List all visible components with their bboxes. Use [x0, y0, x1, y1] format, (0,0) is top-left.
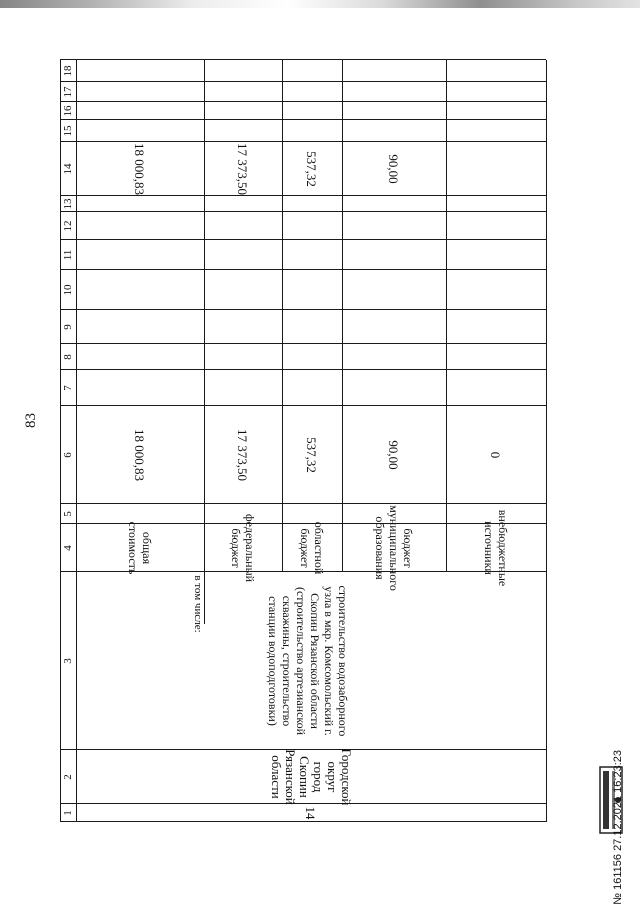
municipality-name: Городской округ город Скопин Рязанской области [269, 748, 354, 806]
row-number: 14 [303, 806, 319, 820]
col-num-16: 16 [61, 105, 74, 117]
funding-label-federal: федеральный бюджет [229, 513, 257, 583]
col6-municipal: 90,00 [386, 440, 402, 470]
page-number: 83 [23, 413, 39, 428]
col-num-6: 6 [61, 452, 74, 458]
stamp-text: № 161156 27.12.2021 16:23:23 [612, 750, 624, 905]
col6-federal: 17 373,50 [235, 429, 251, 481]
col-num-5: 5 [61, 511, 74, 517]
col-num-2: 2 [61, 774, 74, 780]
col-num-15: 15 [61, 125, 74, 137]
col-num-7: 7 [61, 385, 74, 391]
col-num-4: 4 [61, 545, 74, 551]
col-num-11: 11 [61, 249, 74, 261]
col-num-3: 3 [61, 658, 74, 664]
col14-total: 18 000,83 [132, 143, 148, 195]
col-num-8: 8 [61, 354, 74, 360]
col14-municipal: 90,00 [386, 154, 402, 184]
col14-federal: 17 373,50 [235, 143, 251, 195]
funding-label-nonbudget: внебюджетные источники [482, 509, 510, 587]
col14-regional: 537,32 [304, 151, 320, 187]
col-num-9: 9 [61, 324, 74, 330]
col6-total: 18 000,83 [132, 429, 148, 481]
col-num-14: 14 [61, 163, 74, 175]
funding-label-municipal: бюджет муниципального образования [373, 505, 415, 591]
col-num-10: 10 [61, 284, 74, 296]
funding-label-regional: областной бюджет [298, 521, 326, 575]
col6-nonbudget: 0 [488, 451, 504, 459]
col-num-13: 13 [61, 198, 74, 210]
in-that-number-label: в том числе: [192, 575, 204, 633]
scan-edge [0, 0, 640, 8]
funding-label-total: общая стоимость [126, 521, 154, 575]
col-num-17: 17 [61, 86, 74, 98]
project-description: строительство водозаборного узла в мкр. Комсомольский г. Скопин Рязанской области (строительство артезианской скважины, строительство станции водоподготовки) [266, 585, 350, 737]
budget-table [60, 60, 546, 822]
col-num-1: 1 [61, 810, 74, 816]
col-num-12: 12 [61, 220, 74, 232]
col6-regional: 537,32 [304, 437, 320, 473]
col-num-18: 18 [61, 65, 74, 77]
col14-nonbudget [446, 142, 546, 196]
